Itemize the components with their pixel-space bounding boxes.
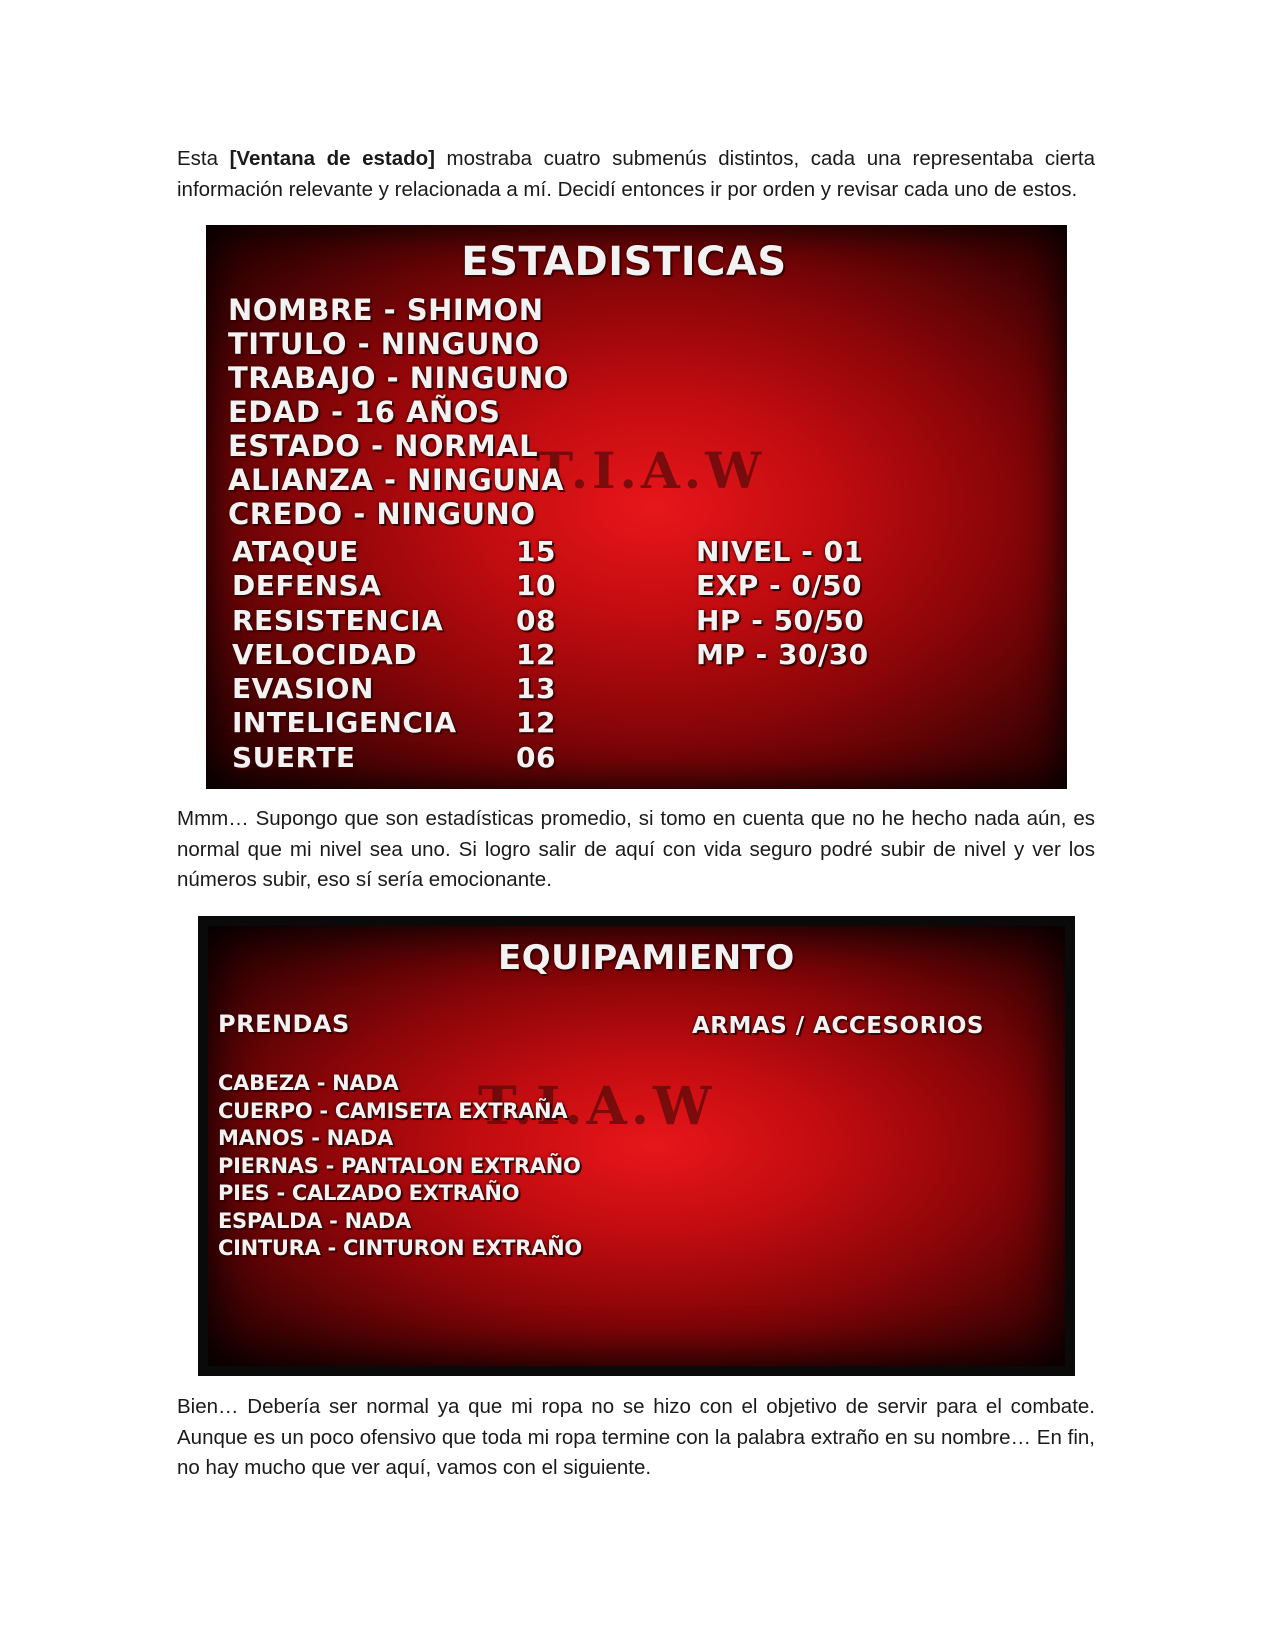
equip-row-body: CUERPO - CAMISETA EXTRAÑA xyxy=(218,1098,568,1123)
equip-row-feet: PIES - CALZADO EXTRAÑO xyxy=(218,1181,520,1205)
info-row-alliance: ALIANZA - NINGUNA xyxy=(228,463,565,497)
stat-name: INTELIGENCIA xyxy=(232,706,457,740)
hp-row: HP - 50/50 xyxy=(696,603,865,637)
equip-watermark: T.I.A.W xyxy=(478,1076,716,1137)
intro-text-end: mostraba cuatro submenús distintos, cada una representaba cierta información relevante y relacionada a mí. Decidí entonces ir por orden y revisar cada uno de estos. xyxy=(177,147,1095,201)
stat-value: 10 xyxy=(516,569,556,603)
info-row-age: EDAD - 16 AÑOS xyxy=(228,395,501,429)
stats-watermark: T.I.A.W xyxy=(536,441,766,500)
stat-name: EVASION xyxy=(232,672,374,706)
paragraph-intro xyxy=(177,144,1095,205)
equip-row-back: ESPALDA - NADA xyxy=(218,1208,411,1233)
equip-row-hands: MANOS - NADA xyxy=(218,1126,393,1150)
info-row-job: TRABAJO - NINGUNO xyxy=(228,361,569,395)
equip-row-waist: CINTURA - CINTURON EXTRAÑO xyxy=(218,1236,582,1260)
info-row-state: ESTADO - NORMAL xyxy=(228,429,539,463)
intro-text-start: Esta xyxy=(177,147,230,170)
stat-name: RESISTENCIA xyxy=(232,603,444,637)
level-info-list xyxy=(696,535,869,672)
info-row-creed: CREDO - NINGUNO xyxy=(228,497,536,531)
level-row: NIVEL - 01 xyxy=(696,535,864,568)
stats-window-image xyxy=(206,225,1067,789)
armas-accesorios-header: ARMAS / ACCESORIOS xyxy=(692,1013,984,1039)
equipment-window-image xyxy=(198,916,1075,1376)
stat-name: SUERTE xyxy=(232,740,356,774)
stat-value: 13 xyxy=(516,672,556,706)
stat-value: 15 xyxy=(516,535,556,568)
paragraph-equip-comment: Bien… Debería ser normal ya que mi ropa no se hizo con el objetivo de servir para el combate. Aunque es un poco ofensivo que toda mi ropa termine con la palabra extraño en su nombre… En fin, no hay mucho que ver aquí, vamos con el siguiente. xyxy=(177,1395,1095,1479)
info-row-title: TITULO - NINGUNO xyxy=(228,327,540,361)
stat-name: DEFENSA xyxy=(232,569,382,603)
paragraph-stats-comment: Mmm… Supongo que son estadísticas promedio, si tomo en cuenta que no he hecho nada aún, es normal que mi nivel sea uno. Si logro salir de aquí con vida seguro podré subir de nivel y ver los números subir, eso sí sería emocionante. xyxy=(177,807,1095,891)
equipment-slot-list xyxy=(218,1070,582,1263)
mp-row: MP - 30/30 xyxy=(696,637,869,671)
stat-value: 06 xyxy=(516,740,556,774)
character-info-list xyxy=(228,293,569,531)
stat-value: 12 xyxy=(516,637,556,671)
info-row-name: NOMBRE - SHIMON xyxy=(228,293,544,327)
equip-row-head: CABEZA - NADA xyxy=(218,1071,399,1095)
stat-name: VELOCIDAD xyxy=(232,637,418,671)
exp-row: EXP - 0/50 xyxy=(696,569,863,603)
stat-value: 08 xyxy=(516,603,556,637)
ventana-de-estado-bold: [Ventana de estado] xyxy=(229,147,435,170)
prendas-header: PRENDAS xyxy=(218,1010,350,1038)
equip-title: EQUIPAMIENTO xyxy=(498,938,795,978)
equip-row-legs: PIERNAS - PANTALON EXTRAÑO xyxy=(218,1153,581,1178)
stat-value: 12 xyxy=(516,706,556,740)
stat-name: ATAQUE xyxy=(232,535,359,568)
stats-title: ESTADISTICAS xyxy=(461,239,787,285)
